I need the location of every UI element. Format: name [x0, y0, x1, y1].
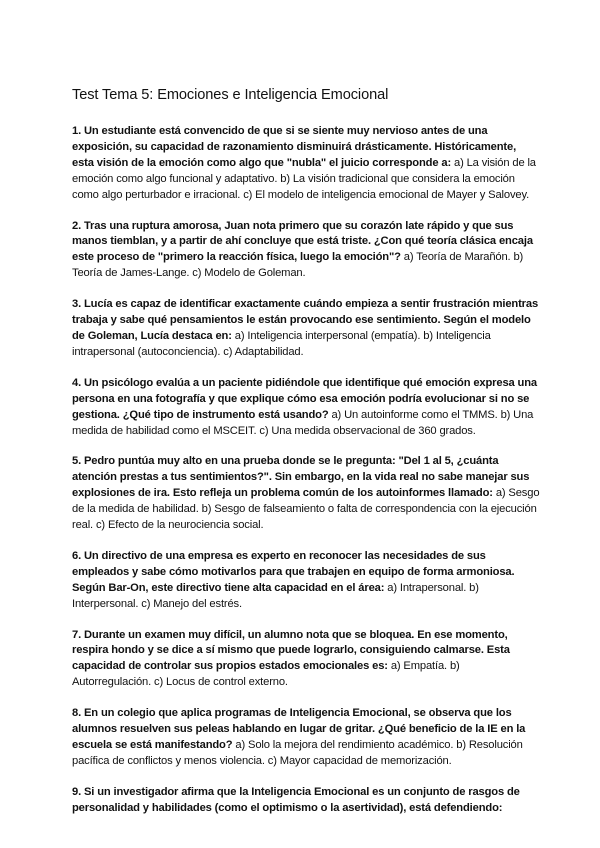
page-title: Test Tema 5: Emociones e Inteligencia Emocional: [72, 87, 389, 103]
question-options: a) Un autoinforme como el TMMS. b) Una medida de habilidad como el MSCEIT. c) Una medida observacional de 360 grados.: [72, 408, 534, 437]
question-options: a) Teoría de Marañón. b) Teoría de James-Lange. c) Modelo de Goleman.: [72, 251, 524, 280]
question-stem: 2. Tras una ruptura amorosa, Juan nota primero que su corazón late rápido y que sus manos tiemblan, y a partir de ahí concluye que está triste. ¿Con qué teoría clásica encaja este proceso de "primero la reacción física, luego la emoción"?: [72, 219, 533, 264]
question-3: [72, 297, 540, 361]
question-options: a) Empatía. b) Autorregulación. c) Locus de control externo.: [72, 660, 460, 689]
question-2: [72, 219, 540, 283]
question-stem: 3. Lucía es capaz de identificar exactamente cuándo empieza a sentir frustración mientras trabaja y sabe qué pensamientos le están provocando ese sentimiento. Según el modelo de Goleman, Lucía destaca en:: [72, 298, 539, 342]
question-8: [72, 706, 540, 770]
question-stem: 7. Durante un examen muy difícil, un alumno nota que se bloquea. En ese momento, respira hondo y se dice a sí mismo que puede lograrlo, consiguiendo calmarse. Esta capacidad de controlar sus propios estados emocionales es:: [72, 628, 510, 673]
question-7: [72, 628, 540, 692]
question-4: [72, 376, 540, 440]
question-9: [72, 785, 540, 817]
question-1: [72, 124, 540, 204]
question-stem: 5. Pedro puntúa muy alto en una prueba donde se le pregunta: "Del 1 al 5, ¿cuánta atención prestas a tus sentimientos?". Sin embargo, en la vida real no sabe manejar sus explosiones de ira. Esto refleja un problema común de los autoinformes llamado:: [72, 455, 530, 500]
question-options: a) Sesgo de la medida de habilidad. b) Sesgo de falseamiento o falta de correspondencia con la ejecución real. c) Efecto de la neurociencia social.: [72, 487, 540, 532]
question-options: a) Solo la mejora del rendimiento académico. b) Resolución pacífica de conflictos y menos violencia. c) Mayor capacidad de memorización.: [72, 739, 523, 767]
question-options: a) La visión de la emoción como algo funcional y adaptativo. b) La visión tradicional que considera la emoción como algo perturbador e irracional. c) El modelo de inteligencia emocional de Mayer y Salovey.: [72, 156, 536, 201]
question-5: [72, 454, 540, 534]
question-stem: 6. Un directivo de una empresa es experto en reconocer las necesidades de sus empleados y sabe cómo motivarlos para que trabajen en equipo de forma armoniosa. Según Bar-On, este directivo tiene alta capacidad en el área:: [72, 549, 515, 594]
question-stem: 9. Si un investigador afirma que la Inteligencia Emocional es un conjunto de rasgos de personalidad y habilidades (como el optimismo o la asertividad), está defendiendo:: [72, 785, 520, 814]
question-stem: 8. En un colegio que aplica programas de Inteligencia Emocional, se observa que los alumnos resuelven sus peleas hablando en lugar de gritar. ¿Qué beneficio de la IE en la escuela se está manifestando?: [72, 707, 526, 751]
question-options: a) Intrapersonal. b) Interpersonal. c) Manejo del estrés.: [72, 581, 479, 610]
question-options: a) Inteligencia interpersonal (empatía). b) Inteligencia intrapersonal (autoconciencia). c) Adaptabilidad.: [72, 329, 491, 358]
question-6: [72, 549, 540, 613]
question-stem: 1. Un estudiante está convencido de que si se siente muy nervioso antes de una exposición, su capacidad de razonamiento disminuirá drásticamente. Históricamente, esta visión de la emoción como algo que "nubla" el juicio corresponde a:: [72, 125, 517, 169]
question-stem: 4. Un psicólogo evalúa a un paciente pidiéndole que identifique qué emoción expresa una persona en una fotografía y que explique cómo esa emoción podría evolucionar si no se gestiona. ¿Qué tipo de instrumento está usando?: [72, 376, 537, 421]
